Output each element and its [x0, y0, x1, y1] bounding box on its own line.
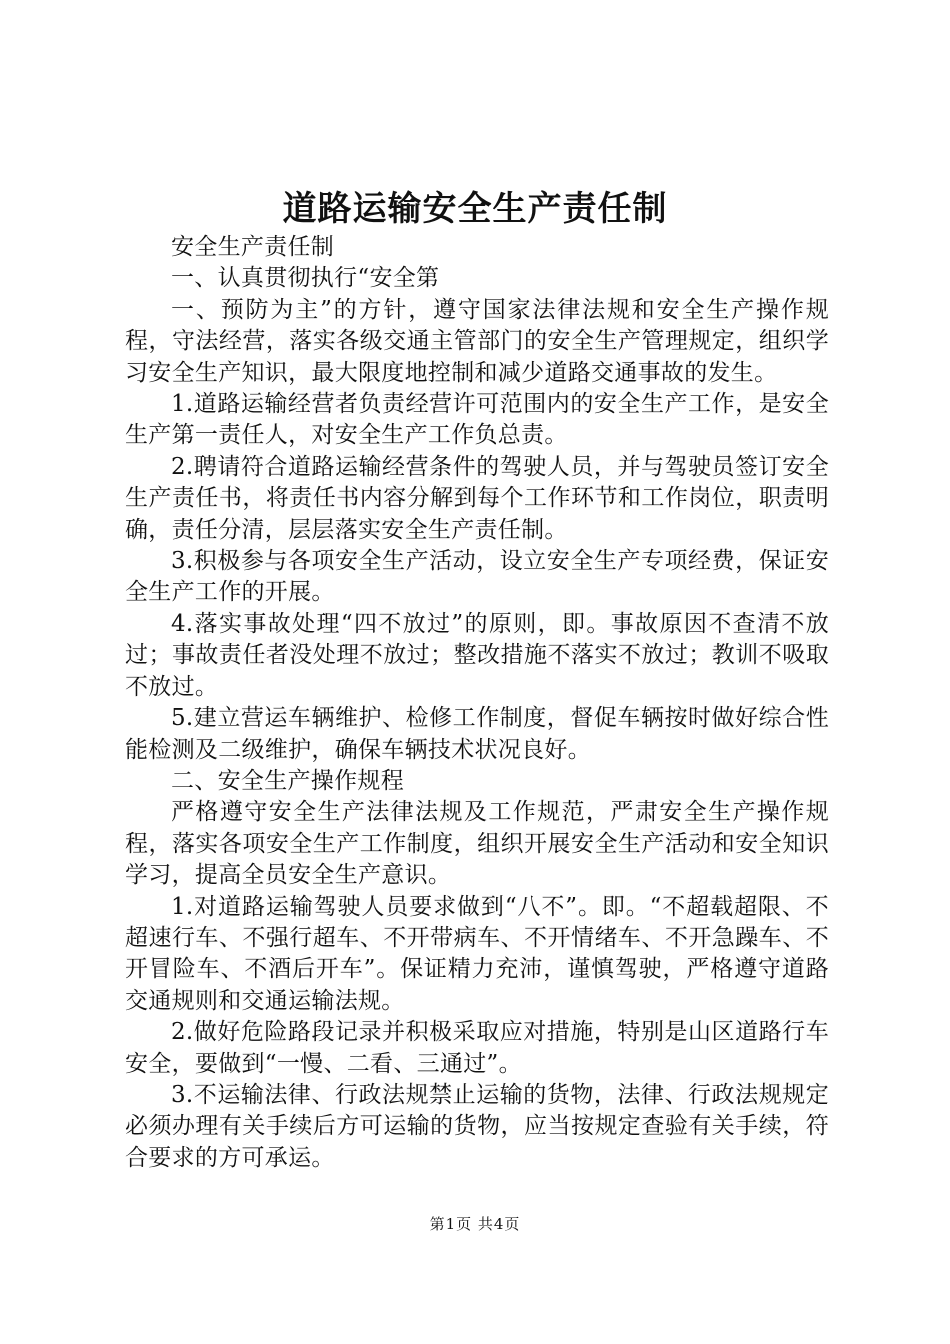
paragraph: 一、预防为主”的方针，遵守国家法律法规和安全生产操作规程，守法经营，落实各级交通主管部门的安全生产管理规定，组织学习安全生产知识，最大限度地控制和减少道路交通事故的发生。 [125, 296, 829, 386]
paragraph: 安全生产责任制 [171, 234, 335, 260]
paragraph: 二、安全生产操作规程 [171, 767, 404, 794]
paragraph: 1.道路运输经营者负责经营许可范围内的安全生产工作，是安全生产第一责任人，对安全生产工作负总责。 [125, 391, 829, 449]
document-title: 道路运输安全生产责任制 [282, 189, 668, 229]
paragraph: 3.积极参与各项安全生产活动，设立安全生产专项经费，保证安全生产工作的开展。 [125, 548, 829, 606]
paragraph: 1.对道路运输驾驶人员要求做到“八不”。即。“不超载超限、不超速行车、不强行超车、不开带病车、不开情绪车、不开急躁车、不开冒险车、不酒后开车”。保证精力充沛，谨慎驾驶，严格遵守道路交通规则和交通运输法规。 [125, 893, 829, 1014]
page-footer: 第1页 共4页 [429, 1215, 521, 1233]
document-body [125, 232, 829, 1174]
paragraph: 5.建立营运车辆维护、检修工作制度，督促车辆按时做好综合性能检测及二级维护，确保车辆技术状况良好。 [125, 705, 829, 763]
paragraph: 一、认真贯彻执行“安全第 [171, 265, 440, 292]
paragraph: 严格遵守安全生产法律法规及工作规范，严肃安全生产操作规程，落实各项安全生产工作制度，组织开展安全生产活动和安全知识学习，提高全员安全生产意识。 [125, 799, 829, 889]
paragraph: 2.做好危险路段记录并积极采取应对措施，特别是山区道路行车安全，要做到“一慢、二看、三通过”。 [125, 1019, 829, 1077]
paragraph: 2.聘请符合道路运输经营条件的驾驶人员，并与驾驶员签订安全生产责任书，将责任书内容分解到每个工作环节和工作岗位，职责明确，责任分清，层层落实安全生产责任制。 [125, 453, 829, 543]
paragraph: 3.不运输法律、行政法规禁止运输的货物，法律、行政法规规定必须办理有关手续后方可运输的货物，应当按规定查验有关手续，符合要求的方可承运。 [125, 1081, 829, 1171]
paragraph: 4.落实事故处理“四不放过”的原则，即。事故原因不查清不放过；事故责任者没处理不放过；整改措施不落实不放过；教训不吸取不放过。 [125, 610, 829, 700]
